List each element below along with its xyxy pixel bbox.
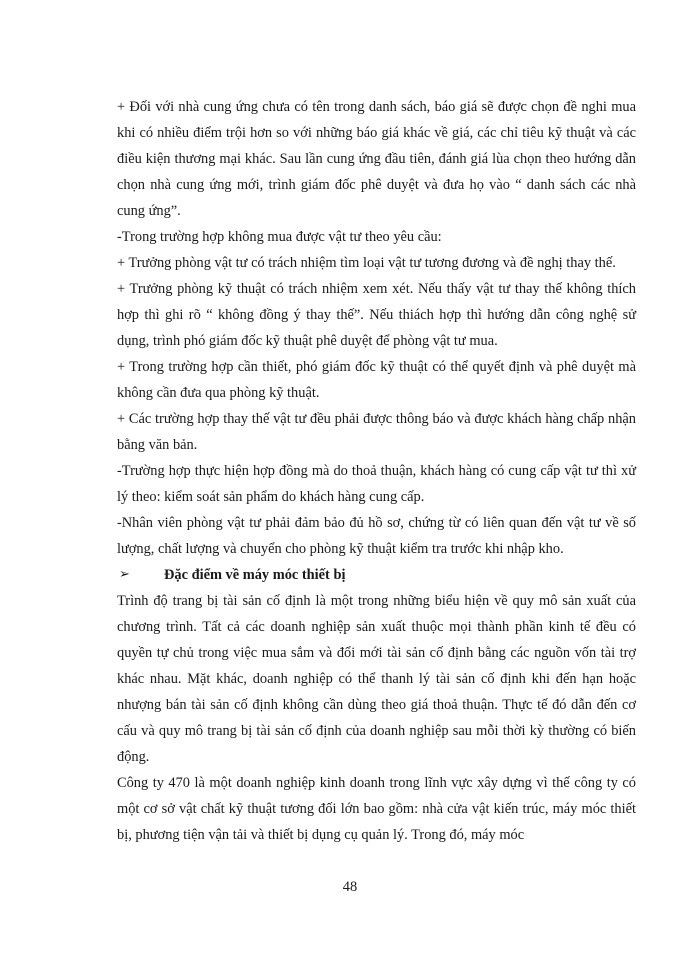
page-number: 48 bbox=[342, 879, 358, 895]
paragraph-supplier-quote: + Đối với nhà cung ứng chưa có tên trong danh sách, báo giá sẽ được chọn đề nghi mua khi có nhiều điểm trội hơn so với những báo giá khác về giá, các chỉ tiêu kỹ thuật và các điều kiện thương mại khác. Sau lần cung ứng đầu tiên, đánh giá lùa chọn theo hướng dẫn chọn nhà cung ứng mới, trình giám đốc phê duyệt và đưa họ vào “ danh sách các nhà cung ứng”. bbox=[117, 99, 636, 219]
document-body bbox=[117, 94, 636, 848]
section-heading bbox=[117, 562, 636, 588]
paragraph-customer-notice: + Các trường hợp thay thế vật tư đều phải được thông báo và được khách hàng chấp nhận bằng văn bản. bbox=[117, 411, 636, 453]
paragraph-company-470: Công ty 470 là một doanh nghiệp kinh doanh trong lĩnh vực xây dựng vì thế công ty có một cơ sở vật chất kỹ thuật tương đối lớn bao gồm: nhà cửa vật kiến trúc, máy móc thiết bị, phương tiện vận tải và thiết bị dụng cụ quản lý. Trong đó, máy móc bbox=[117, 775, 636, 843]
arrow-bullet-icon: ➢ bbox=[119, 567, 130, 582]
paragraph-customer-supply: -Trường hợp thực hiện hợp đồng mà do thoả thuận, khách hàng có cung cấp vật tư thì xử lý theo: kiểm soát sản phẩm do khách hàng cung cấp. bbox=[117, 463, 636, 505]
paragraph-deputy-director: + Trong trường hợp cần thiết, phó giám đốc kỹ thuật có thể quyết định và phê duyệt mà không cần đưa qua phòng kỹ thuật. bbox=[117, 359, 636, 401]
paragraph-material-head: + Trưởng phòng vật tư có trách nhiệm tìm loại vật tư tương đương và đề nghị thay thế. bbox=[117, 255, 616, 271]
paragraph-staff-records: -Nhân viên phòng vật tư phải đảm bảo đủ hồ sơ, chứng từ có liên quan đến vật tư về số lượng, chất lượng và chuyển cho phòng kỹ thuật kiểm tra trước khi nhập kho. bbox=[117, 515, 636, 557]
section-heading-title: Đặc điểm về máy móc thiết bị bbox=[164, 567, 346, 583]
paragraph-technical-head: + Trưởng phòng kỹ thuật có trách nhiệm xem xét. Nếu thấy vật tư thay thế không thích hợp thì ghi rõ “ không đồng ý thay thế”. Nếu thiách hợp thì hướng dẫn công nghệ sử dụng, trình phó giám đốc kỹ thuật phê duyệt để phòng vật tư mua. bbox=[117, 281, 636, 349]
paragraph-cannot-buy: -Trong trường hợp không mua được vật tư theo yêu cầu: bbox=[117, 229, 442, 245]
paragraph-fixed-assets: Trình độ trang bị tài sản cố định là một trong những biểu hiện về quy mô sản xuất của chương trình. Tất cả các doanh nghiệp sản xuất thuộc mọi thành phần kinh tế đều có quyền tự chủ trong việc mua sắm và đổi mới tài sản cố định bằng các nguồn vốn tài trợ khác nhau. Mặt khác, doanh nghiệp có thể thanh lý tài sản cố định khi đến hạn hoặc nhượng bán tài sản cố định không cần dùng theo giá thoả thuận. Thực tế đó dẫn đến cơ cấu và quy mô trang bị tài sản cố định của doanh nghiệp sau mỗi thời kỳ thường có biến động. bbox=[117, 593, 636, 765]
